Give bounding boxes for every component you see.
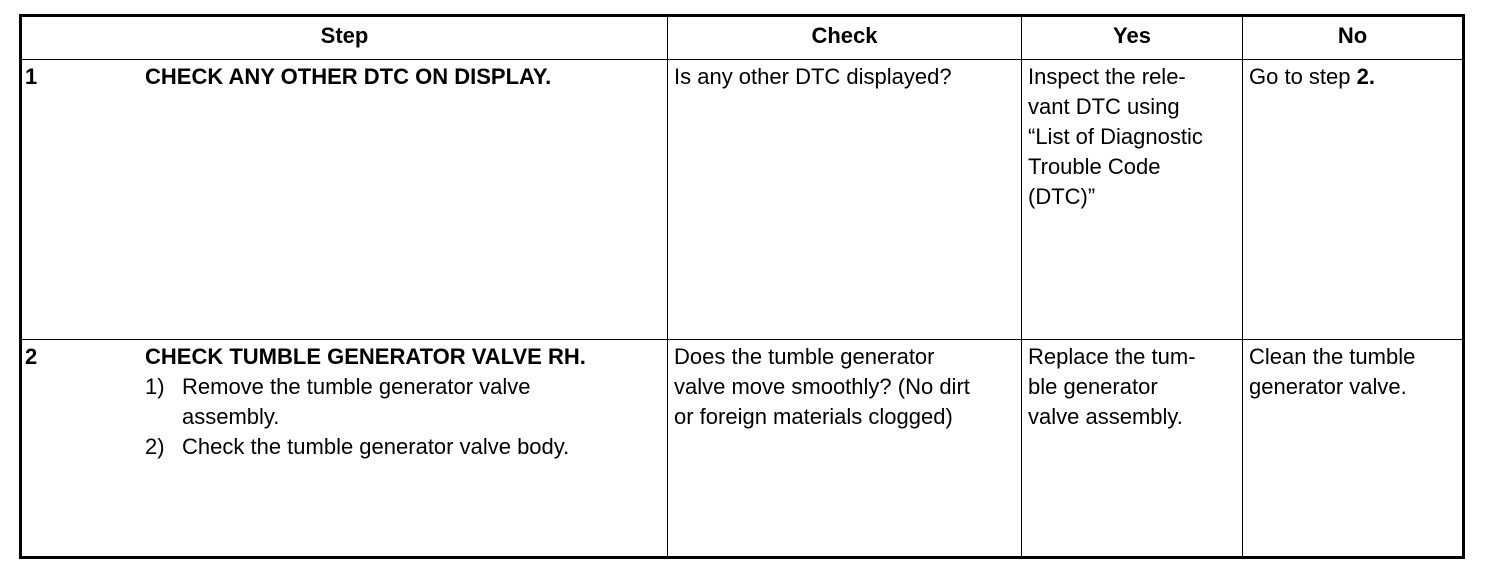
step-cell [21,340,668,558]
no-step-link: 2. [1356,64,1375,89]
yes-line: ble generator [1028,374,1158,399]
step-cell [21,60,668,340]
yes-line: (DTC)” [1028,184,1096,209]
check-line: valve move smoothly? (No dirt [674,374,970,399]
table-row [21,60,1464,340]
no-line: Clean the tumble [1249,344,1416,369]
substep [145,372,661,432]
check-line: Does the tumble generator [674,344,935,369]
substep-number: 2) [145,434,165,459]
check-line: or foreign materials clogged) [674,404,953,429]
header-row [21,16,1464,60]
step-number: 2 [25,344,38,369]
yes-line: Trouble Code [1028,154,1161,179]
check-cell [668,340,1022,558]
header-no: No [1243,16,1464,60]
substep-line: Remove the tumble generator valve [182,374,531,399]
table-row [21,340,1464,558]
step-number: 1 [25,64,38,89]
step-title: CHECK TUMBLE GENERATOR VALVE RH. [145,344,586,369]
check-line: Is any other DTC displayed? [674,64,952,89]
header-check: Check [668,16,1022,60]
yes-line: vant DTC using [1028,94,1180,119]
step-title: CHECK ANY OTHER DTC ON DISPLAY. [145,64,552,89]
no-text: Go to step [1249,64,1357,89]
substep [145,432,661,462]
substep-line: assembly. [182,404,280,429]
no-cell [1243,60,1464,340]
substep-number: 1) [145,374,165,399]
header-step: Step [21,16,668,60]
header-yes: Yes [1022,16,1243,60]
diagnostic-procedure-table [19,14,1465,559]
yes-line: “List of Diagnostic [1028,124,1203,149]
yes-cell [1022,340,1243,558]
yes-cell [1022,60,1243,340]
check-cell [668,60,1022,340]
substep-line: Check the tumble generator valve body. [182,434,570,459]
yes-line: valve assembly. [1028,404,1183,429]
no-cell [1243,340,1464,558]
yes-line: Inspect the rele- [1028,64,1186,89]
yes-line: Replace the tum- [1028,344,1196,369]
no-line: generator valve. [1249,374,1407,399]
